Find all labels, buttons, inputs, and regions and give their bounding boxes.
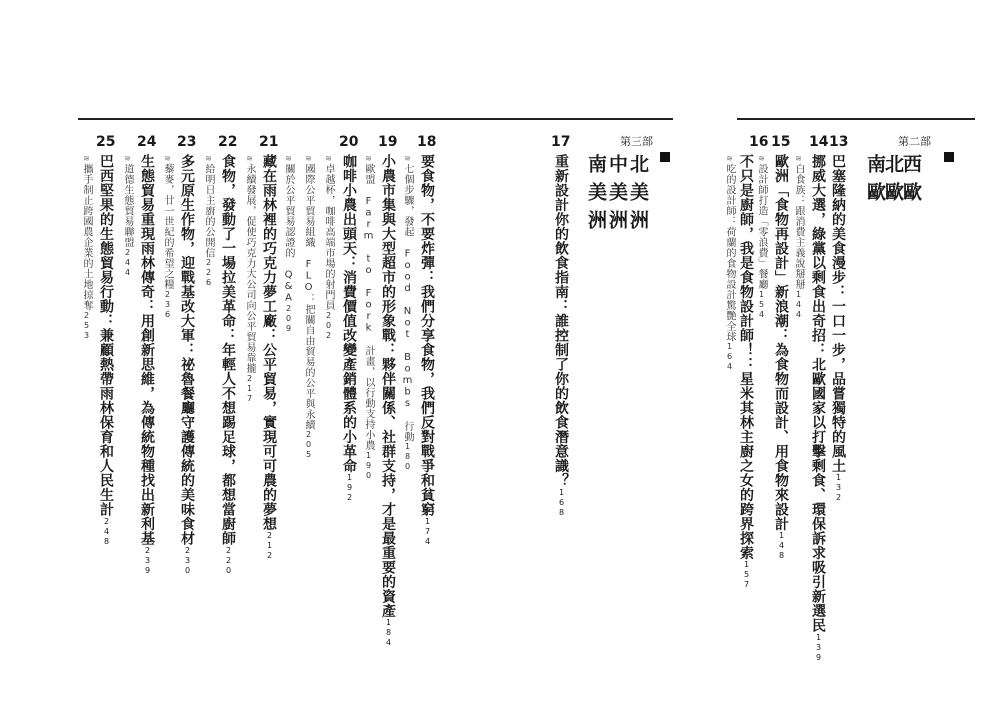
section-page: 144 [794,289,803,320]
chapter-title-text: 重新設計你的飲食指南：誰控制了你的飲食潛意識？ [553,154,569,488]
chapter-page: 174 [423,516,432,547]
chapter-page: 148 [777,531,786,561]
part-two-region-3: 南歐 [864,154,886,210]
right-page-top-rule [737,118,975,120]
chapter-number: 23 [177,134,197,150]
chapter-page: 212 [265,531,274,561]
chapter-page: 139 [814,632,823,663]
chapter-title-text: 食物，發動了一場拉美革命：年輕人不想踢足球，都想當廚師 [220,154,236,546]
chapter-title-text: 挪威大選，綠黨以剩食出奇招：北歐國家以打擊剩食、環保訴求吸引新選民 [810,154,826,633]
wave-mark-icon: ≋ [82,154,91,164]
wave-mark-icon: ≋ [403,154,412,164]
section-page: 180 [403,442,412,472]
part-two-region-1: 西歐 [900,154,922,210]
chapter-title-text: 生態貿易重現雨林傳奇：用創新思維，為傳統物種找出新利基 [139,154,155,546]
section-title: 攜手制止跨國農企業的土地掠奪 [81,163,92,311]
chapter-number: 21 [259,134,279,150]
wave-mark-icon: ≋ [163,154,172,164]
wave-mark-icon: ≋ [304,154,313,164]
chapter-number: 15 [771,134,791,150]
chapter-page: 184 [384,618,393,648]
chapter-title-text: 藏在雨林裡的巧克力夢工廠：公平貿易，實現可可農的夢想 [261,154,277,531]
wave-mark-icon: ≋ [794,154,803,164]
section-entry [80,154,102,341]
chapter-title-text: 多元原生作物，迎戰基改大軍：祕魯餐廳守護傳統的美味食材 [179,154,195,546]
chapter-page: 168 [557,487,566,518]
section-page: 226 [204,258,213,288]
wave-mark-icon: ≋ [123,154,132,164]
part-three-square-icon [660,152,670,162]
chapter-title-text: 巴塞隆納的美食漫步：一口一步，品嘗獨特的風土 [830,154,846,473]
wave-mark-icon: ≋ [757,154,766,164]
part-two-label: 第二部 [898,135,931,148]
section-title: 七個步驟，發起 Food Not Bombs 行動 [402,163,413,442]
section-entry [202,154,224,288]
chapter-number: 16 [749,134,769,150]
wave-mark-icon: ≋ [204,154,213,164]
section-page: 154 [757,289,766,320]
part-two-square-icon [944,152,954,162]
section-page: 217 [245,373,254,404]
chapter-page: 239 [143,545,152,576]
section-title: 關於公平貿易認證的 Q&A [283,163,294,304]
section-entry [302,154,324,460]
section-page: 209 [284,304,293,334]
section-title: 藜麥，廿一世紀的希望之糧 [162,163,173,290]
chapter-title-text: 要食物，不要炸彈：我們分享食物，我們反對戰爭和貧窮 [419,154,435,517]
part-three-region-3: 南美洲 [585,154,607,238]
section-page: 253 [82,310,91,341]
chapter-title-text: 小農市集與大型超市的形象戰：夥伴關係、社群支持，才是最重要的資產 [380,154,396,618]
chapter-page: 220 [224,545,233,576]
chapter-page: 248 [102,516,111,547]
wave-mark-icon: ≋ [284,154,293,164]
section-page: 244 [123,247,132,278]
chapter-title-text: 巴西堅果的生態貿易行動：兼顧熱帶雨林保育和人民生計 [98,154,114,517]
chapter-page: 192 [345,473,354,503]
chapter-number: 17 [551,134,571,150]
section-entry [243,154,265,404]
chapter-number: 18 [417,134,437,150]
part-three-region-1: 北美洲 [627,154,649,238]
section-entry [121,154,143,278]
section-title: 道德生態貿易聯盟 [122,163,133,248]
chapter-number: 19 [378,134,398,150]
chapter-number: 22 [218,134,238,150]
wave-mark-icon: ≋ [245,154,254,164]
chapter-title [341,154,367,503]
chapter-number: 14 [809,134,829,150]
chapter-title [553,154,579,518]
wave-mark-icon: ≋ [364,154,373,164]
section-entry [723,154,745,372]
section-page: 190 [364,450,373,481]
chapter-title-text: 歐洲「食物再設計」新浪潮：為食物而設計、用食物來設計 [773,154,789,531]
chapter-page: 157 [742,560,751,590]
left-page-top-rule [78,118,673,120]
chapter-number: 20 [339,134,359,150]
chapter-number: 25 [96,134,116,150]
section-page: 205 [304,430,313,460]
section-entry [322,154,344,341]
section-title: 歐盟 Farm to Fork 計畫，以行動支持小農 [363,163,374,451]
part-three-region-2: 中美洲 [606,154,628,238]
chapter-page: 230 [183,545,192,576]
section-title: 設計師打造「零浪費」餐廳 [756,163,767,290]
part-two-region-2: 北歐 [882,154,904,210]
section-title: 給明日主廚的公開信 [203,163,214,258]
chapter-page: 132 [834,473,843,503]
section-title: 永續發展，促使巧克力大公司向公平貿易靠攏 [244,163,255,374]
chapter-title-text: 不只是廚師，我是食物設計師！：星米其林主廚之女的跨界探索 [738,154,754,560]
section-title: 國際公平貿易組織 FLO：把關自由貿易的公平與永續 [303,163,314,430]
section-title: 卓越杯，咖啡高端市場的射門員 [323,163,334,311]
section-page: 236 [163,289,172,320]
wave-mark-icon: ≋ [324,154,333,164]
section-page: 164 [725,342,734,372]
chapter-number: 24 [137,134,157,150]
chapter-number: 13 [829,134,849,150]
part-three-label: 第三部 [620,135,653,148]
section-page: 202 [324,310,333,341]
section-title: 白食族：跟消費主義說掰掰 [793,163,804,290]
chapter-title-text: 咖啡小農出頭天：消費價值改變產銷體系的小革命 [341,154,357,473]
wave-mark-icon: ≋ [725,154,734,164]
section-title: 吃的設計師：荷蘭的食物設計驚艷全球 [724,163,735,342]
